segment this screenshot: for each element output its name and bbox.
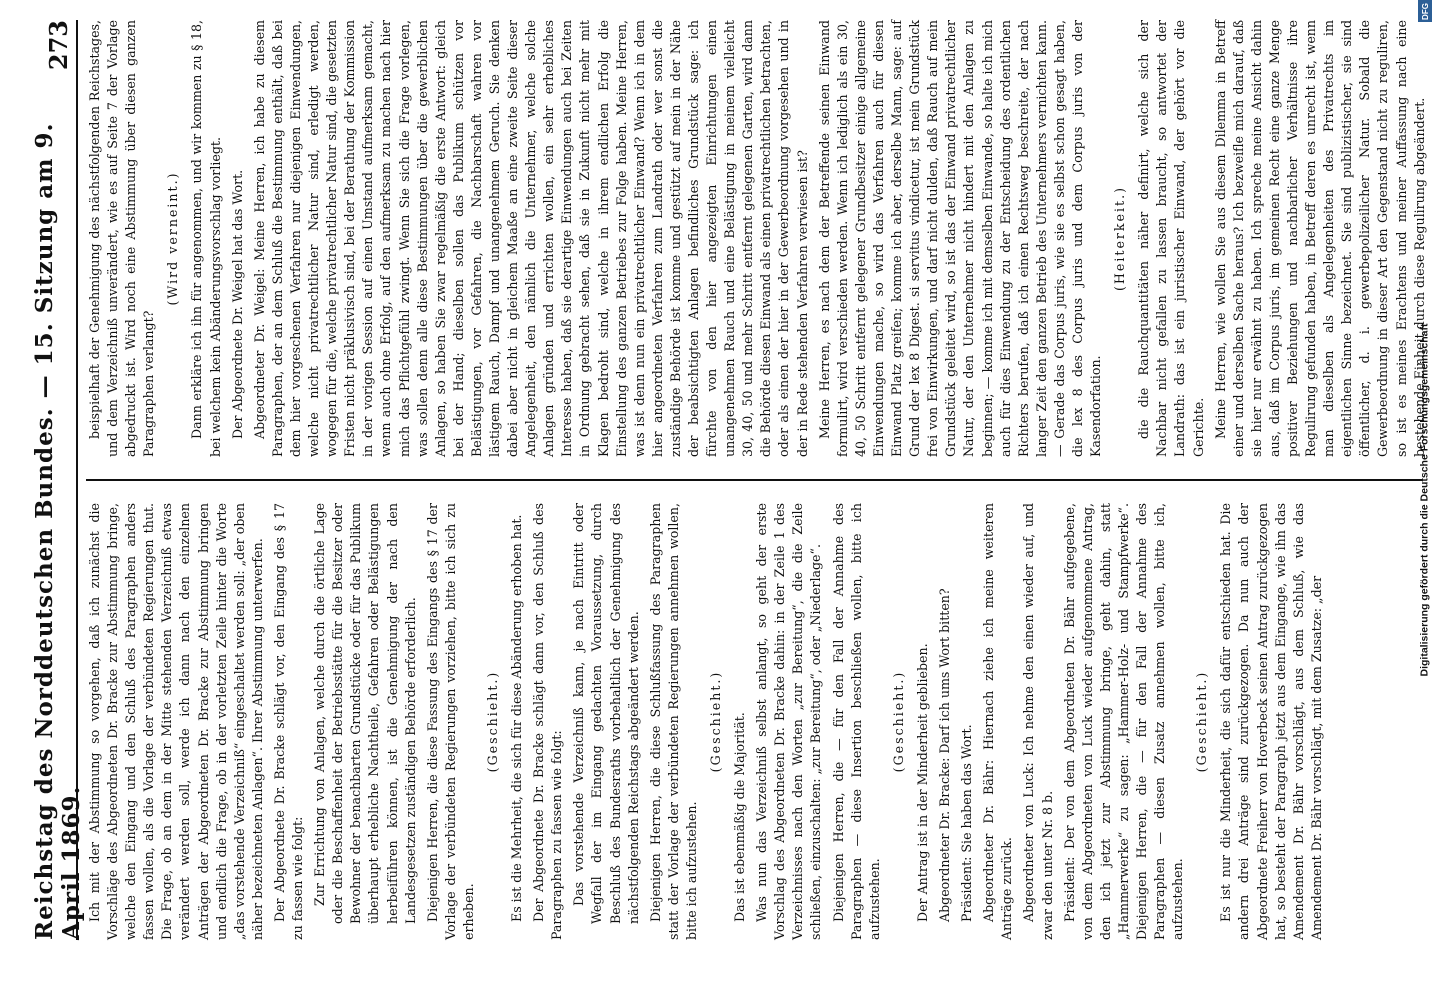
document-page bbox=[32, 0, 1432, 960]
page-number: 273 bbox=[43, 20, 73, 71]
paragraph: Präsident: Sie haben das Wort. bbox=[959, 724, 975, 922]
stage-direction: (Geschieht.) bbox=[708, 670, 723, 773]
paragraph: beispielhaft der Genehmigung des nächstfolgenden Reichstages, und dem Verzeichniß unverändert, wie es auf Seite 7 der Vorlage abgedruckt ist. Wird noch eine Abstimmung über diesen ganzen Paragraphen verlangt? bbox=[87, 20, 157, 457]
quoted-text: Zur Errichtung von Anlagen, welche durch die örtliche Lage oder die Beschaffenheit der Betriebsstätte für die Besitzer oder Bewohner der benachbarten Grundstücke oder für das Publikum überhaupt erhebliche Nachtheile, Gefahren oder Belästigungen herbeiführen können, ist die Genehmigung der nach den Landesgesetzen zuständigen Behörde erforderlich. bbox=[312, 503, 418, 924]
stage-direction: (Wird verneint.) bbox=[165, 171, 181, 306]
paragraph: Diejenigen Herren, die — für den Fall der Annahme des Paragraphen — diese Insertion beschließen wollen, bitte ich aufzustehen. bbox=[830, 503, 882, 940]
page-content bbox=[32, 0, 1432, 960]
paragraph: Präsident: Der von dem Abgeordneten Dr. Bähr aufgegebene, von dem Abgeordneten von Luck wieder aufgenommene Antrag, den ich jetzt zur Abstimmung bringe, geht dahin, statt „Hammerwerke“ zu sagen: „Hammer-Holz- und Stampfwerke“. Diejenigen Herren, die — für den Fall der Annahme des Paragraphen — diesen Zusatz annehmen wollen, bitte ich, aufzustehen. bbox=[1061, 503, 1186, 940]
left-column bbox=[86, 503, 1422, 940]
quoted-text: Das vorstehende Verzeichniß kann, je nach Eintritt oder Wegfall der im Eingang gedachten Voraussetzung, durch Beschluß des Bundesraths vorbehaltlich der Genehmigung des nächstfolgenden Reichstags abgeändert werden. bbox=[571, 503, 641, 924]
paragraph: Der Antrag ist in der Minderheit geblieben. bbox=[914, 643, 930, 922]
paragraph: Abgeordneter Dr. Bähr: Hiernach ziehe ich meine weiteren Anträge zurück. bbox=[981, 503, 1015, 940]
digitizer-credit bbox=[1416, 0, 1432, 1000]
paragraph: Der Abgeordnete Dr. Weigel hat das Wort. bbox=[229, 169, 245, 439]
paragraph: Dann erkläre ich ihn für angenommen, und wir kommen zu § 18, bei welchem kein Abänderungsvorschlag vorliegt. bbox=[189, 20, 223, 457]
paragraph: Der Abgeordnete Dr. Bracke schlägt dann vor, den Schluß des Paragraphen zu fassen wie folgt: bbox=[531, 503, 565, 940]
paragraph: Abgeordneter von Luck: Ich nehme den einen wieder auf, und zwar den unter Nr. 8 b. bbox=[1021, 503, 1055, 940]
paragraph: Ich mit der Abstimmung so vorgehen, daß ich zunächst die Vorschläge des Abgeordneten Dr. Bracke zur Abstimmung bringe, welche den Eingang und den Schluß des Paragraphen anders fassen wollen, als die Vorlage der verbündeten Regierungen thut. Die Frage, ob an dem in der Mitte stehenden Verzeichniß etwas verändert werden soll, werde ich dann nach den einzelnen Anträgen der Abgeordneten Dr. Bracke zur Abstimmung bringen und endlich die Frage, ob in der vorletzten Zeile hinter die Worte „das vorstehende Verzeichniß“ eingeschaltet werden soll: „der oben näher bezeichneten Anlagen“. Ihrer Abstimmung unterwerfen. bbox=[87, 503, 265, 940]
running-title: Reichstag des Norddeutschen Bundes. — 15. Sitzung am 9. April 1869. bbox=[31, 122, 85, 940]
page-header bbox=[31, 20, 85, 940]
paragraph: Diejenigen Herren, die diese Schlußfassung des Paragraphen statt der Vorlage der verbündeten Regierungen annehmen wollen, bitte ich aufzustehen. bbox=[647, 503, 699, 940]
right-column bbox=[86, 20, 1427, 457]
dfg-logo-text: DFG bbox=[1420, 2, 1430, 20]
stage-direction: (Geschieht.) bbox=[1194, 670, 1210, 773]
column-divider bbox=[86, 479, 1422, 481]
paragraph: Es ist die Mehrheit, die sich für diese Abänderung erhoben hat. bbox=[509, 514, 525, 922]
digitizer-credit-text: Digitalisierung gefördert durch die Deutsche Forschungsgemeinschaft bbox=[1418, 323, 1431, 677]
paragraph: Das ist ebenmäßig die Majorität. bbox=[732, 712, 748, 922]
stage-direction: (Geschieht.) bbox=[890, 670, 906, 773]
paragraph: Meine Herren, wie wollen Sie aus diesem Dilemma in Betreff einer und derselben Sache heraus? Ich bezweifle mich darauf, daß sie hier nur erwähnt zu haben. Ich spreche meine Ansicht dahin aus, daß im Corpus juris, im gemeinen Recht eine ganze Menge positiver Beziehungen und nachbarlicher Verhältnisse ihre Regulirung gefunden haben, in Betreff deren es unrecht ist, wenn man dieselben als Angelegenheiten des Privatrechts im eigentlichen Sinne bezeichnet. Sie sind publizistischer, sie sind öffentlicher, d. i. gewerbepolizeilicher Natur. Sobald die Gewerbeordnung in dieser Art den Gegenstand nicht zu reguliren, so ist es meines Erachtens und meiner Auffassung nach eine bestehende Einheit durch diese Regulirung abgeändert. bbox=[1212, 20, 1427, 457]
stage-direction: (Heiterkeit.) bbox=[1112, 186, 1128, 291]
dfg-logo bbox=[1418, 0, 1432, 22]
paragraph: Abgeordneter Dr. Bracke: Darf ich ums Wort bitten? bbox=[937, 588, 953, 922]
paragraph: Diejenigen Herren, die diese Fassung des Eingangs des § 17 der Vorlage der verbündeten Regierungen vorziehen, bitte ich sich zu erheben. bbox=[424, 503, 476, 940]
stage-direction: (Geschieht.) bbox=[484, 670, 500, 773]
paragraph: Meine Herren, es nach dem der Betreffende seinen Einwand formulirt, wird verschieden werden. Wenn ich lediglich als ein 30, 40, 50 Schritt entfernt gelegener Grundbesitzer einige allgemeine Einwendungen mache, so wird das Verfahren auch für diesen Einwand Platz greifen; komme ich aber, derselbe Mann, sage: auf Grund der lex 8 Digest. si servitus vindicetur, ist mein Grundstück frei von Einwirkungen, und darf nicht dulden, daß Rauch auf mein Grundstück geleitet wird, so ist das der Einwand privatrechtlicher Natur, der den Unternehmer nicht hindert mit den Anlagen zu beginnen; — komme ich mit demselben Einwande, so halte ich mich auch für dies Einwendung zu der Entscheidung des ordentlichen Richters berufen, daß ich einen Rechtsweg beschreite, der nach langer Zeit den ganzen Betrieb des Unternehmers vernichten kann. — Gerade das Corpus juris, wie sie es selbst schon gesagt haben, die lex 8 des Corpus juris und dem Corpus juris von der Kasendorfation. bbox=[816, 20, 1104, 457]
paragraph: Was nun das Verzeichniß selbst anlangt, so geht der erste Vorschlag des Abgeordneten Dr. Bracke dahin: in der Zeile 1 des Verzeichnisses nach den Worten „zur Bereitung“, die die Zeile schließen, einzuschalten: „zur Bereitung“, oder „Niederlage“. bbox=[754, 503, 824, 940]
paragraph: Abgeordneter Dr. Weigel: Meine Herren, ich habe zu diesem Paragraphen, der an dem Schluß die Bestimmung enthält, daß bei dem hier vorgeschenen Verfahren nur diejenigen Einwendungen, welche nicht privatrechtlicher Natur sind, erledigt werden, wogegen für die, welche privatrechtlicher Natur sind, die gesetzten Fristen nicht präklusivisch sind, bei der Berathung der Kommission in der vorigen Session auf einen Umstand aufmerksam gemacht, wenn auch ohne Erfolg, auf den aufmerksam zu machen nach hier mich das Pflichtgefühl zwingt. Wenn Sie sich die Frage vorlegen, was sollen denn alle diese Bestimmungen über die gewerblichen Anlagen, so haben Sie zwar regelmäßig die erste Antwort: gleich bei der Hand; dieselben sollen das Publikum schützen vor Belästigungen, vor Gefahren, die Nachbarschaft wahren vor lästigem Rauch, Dampf und unangenehmem Geruch. Sie denken dabei aber nicht in gleichem Maaße an eine zweite Seite dieser Angelegenheit, den nämlich die Unternehmer, welche solche Anlagen gründen und errichten wollen, ein sehr erhebliches Interesse haben, daß sie derartige Einwendungen auch bei Zeiten in Ordnung gebracht sehen, daß sie in Zukunft nicht mehr mit Klagen bedroht sind, welche in ihrem endlichen Erfolg die Einstellung des ganzen Betriebes zur Folge haben. Meine Herren, was ist denn nun ein privatrechtlicher Einwand? Wenn ich in dem hier angeordneten Verfahren zum Landrath oder wer sonst die zuständige Behörde ist komme und gestützt auf mein in der Nähe der beabsichtigten Anlagen befindliches Grundstück sage: ich fürchte von den hier angezeigten Einrichtungen einen unangenehmen Rauch und eine Belästigung in meinem vielleicht 30, 40, 50 und mehr Schritt entfernt gelegenen Garten, wird dann die Behörde diesen Einwand als einen privatrechtlichen betrachten, oder als einen der hier in der Gewerbeordnung vorgesehen und in der in Rede stehenden Verfahren verwiesen ist? bbox=[251, 20, 810, 457]
paragraph: die die Rauchquantitäten näher definirt, welche sich der Nachbar nicht gefallen zu lassen braucht, so antwortet der Landrath: das ist ein juristischer Einwand, der gehört vor die Gerichte. bbox=[1136, 20, 1206, 457]
paragraph: Es ist nur die Minderheit, die sich dafür entschieden hat. Die andern drei Anträge sind zurückgezogen. Da nun auch der Abgeordnete Freiherr von Hoverbeck seinen Antrag zurückgezogen hat, so besteht der Paragraph jetzt aus dem Eingange, wie ihn das Amendement Dr. Bähr vorschlägt, aus dem Schluß, wie das Amendement Dr. Bähr vorschlägt, mit dem Zusatze: „der bbox=[1218, 503, 1324, 940]
paragraph: Der Abgeordnete Dr. Bracke schlägt vor, den Eingang des § 17 zu fassen wie folgt: bbox=[271, 503, 306, 940]
